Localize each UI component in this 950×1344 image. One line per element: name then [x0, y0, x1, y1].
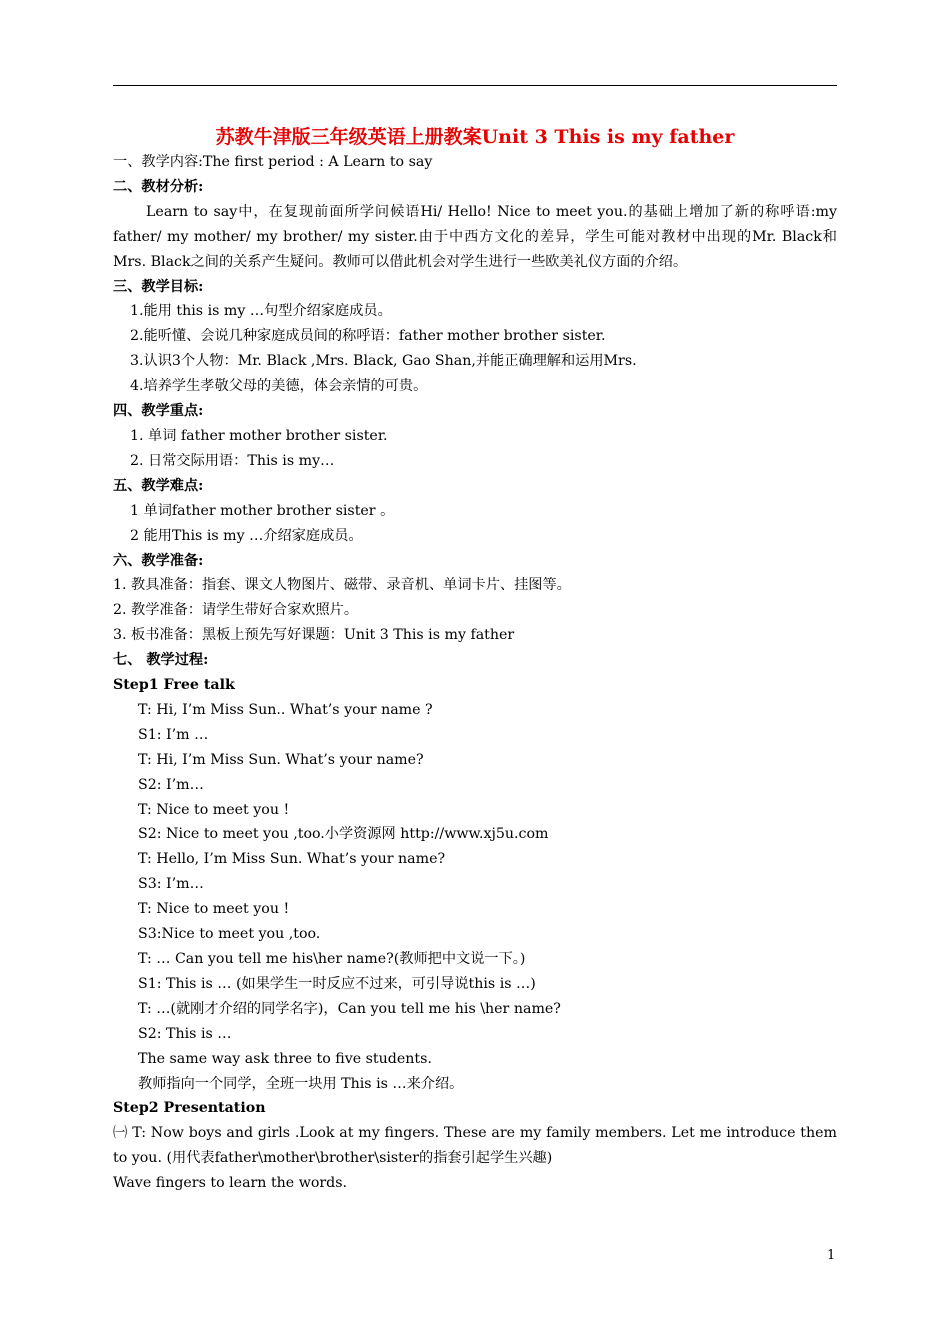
dialogue-line: T: Nice to meet you !	[138, 901, 290, 918]
material-analysis-paragraph: Learn to say中，在复现前面所学问候语Hi/ Hello! Nice to meet you.的基础上增加了新的称呼语:my father/ my mother/ my brother/ my sister.由于中西方文化的差异，学生可能对教材中出现的Mr. Black和Mrs. Black之间的关系产生疑问。教师可以借此机会对学生进行一些欧美礼仪方面的介绍。	[113, 203, 837, 270]
dialogue-line: S2: I’m…	[138, 776, 204, 793]
dialogue-line: T: Nice to meet you !	[138, 801, 290, 818]
section-teaching-content: 一、教学内容:The first period : A Learn to say	[113, 154, 433, 170]
dialogue-line: T: Hi, I’m Miss Sun.. What’s your name ?	[138, 701, 433, 718]
step2-instruction: Wave fingers to learn the words.	[113, 1175, 348, 1192]
section-heading-material-analysis: 二、教材分析:	[113, 178, 204, 195]
section-heading-preparation: 六、教学准备:	[113, 552, 204, 569]
objective-item: 3.认识3个人物：Mr. Black ,Mrs. Black, Gao Shan,并能正确理解和运用Mrs.	[130, 353, 637, 370]
preparation-item: 1. 教具准备：指套、课文人物图片、磁带、录音机、单词卡片、挂图等。	[113, 577, 571, 594]
key-point-item: 1. 单词 father mother brother sister.	[130, 427, 388, 444]
section-heading-objectives: 三、教学目标:	[113, 278, 204, 295]
key-point-item: 2. 日常交际用语：This is my…	[130, 452, 335, 469]
dialogue-line: S1: This is … (如果学生一时反应不过来，可引导说this is …)	[138, 975, 536, 992]
dialogue-line: S3:Nice to meet you ,too.	[138, 926, 321, 943]
step1-heading: Step1 Free talk	[113, 677, 235, 694]
objective-item: 2.能听懂、会说几种家庭成员间的称呼语：father mother brother sister.	[130, 328, 606, 345]
section-heading-key-points: 四、教学重点:	[113, 403, 204, 420]
page-number: 1	[827, 1248, 836, 1263]
header-rule	[113, 85, 837, 86]
step2-paragraph: ㈠ T: Now boys and girls .Look at my fingers. These are my family members. Let me introduce them to you. (用代表father\mother\brother\sister的指套引起学生兴趣)	[113, 1125, 837, 1167]
difficulty-item: 1 单词father mother brother sister 。	[130, 502, 395, 519]
dialogue-line: S3: I’m…	[138, 876, 204, 893]
dialogue-line: The same way ask three to five students.	[138, 1050, 432, 1067]
dialogue-line: 教师指向一个同学，全班一块用 This is …来介绍。	[138, 1075, 464, 1092]
dialogue-line: S2: This is …	[138, 1025, 232, 1042]
dialogue-line: S2: Nice to meet you ,too.小学资源网 http://www.xj5u.com	[138, 826, 549, 843]
preparation-item: 3. 板书准备：黑板上预先写好课题：Unit 3 This is my father	[113, 627, 515, 644]
document-title: 苏教牛津版三年级英语上册教案Unit 3 This is my father	[215, 126, 735, 148]
dialogue-line: T: Hi, I’m Miss Sun. What’s your name?	[138, 751, 424, 768]
lesson-plan-body	[113, 122, 837, 1196]
section-heading-process: 七、 教学过程:	[113, 652, 209, 669]
objective-item: 1.能用 this is my …句型介绍家庭成员。	[130, 303, 392, 320]
difficulty-item: 2 能用This is my …介绍家庭成员。	[130, 527, 363, 544]
dialogue-line: T: …(就刚才介绍的同学名字)，Can you tell me his \her name?	[138, 1000, 561, 1017]
dialogue-line: T: Hello, I’m Miss Sun. What’s your name?	[138, 851, 446, 868]
dialogue-line: T: … Can you tell me his\her name?(教师把中文说一下。)	[138, 951, 526, 967]
preparation-item: 2. 教学准备：请学生带好合家欢照片。	[113, 602, 359, 619]
step2-heading: Step2 Presentation	[113, 1100, 266, 1117]
dialogue-line: S1: I’m …	[138, 726, 209, 743]
objective-item: 4.培养学生孝敬父母的美德，体会亲情的可贵。	[130, 378, 428, 395]
section-heading-difficulties: 五、教学难点:	[113, 477, 204, 494]
